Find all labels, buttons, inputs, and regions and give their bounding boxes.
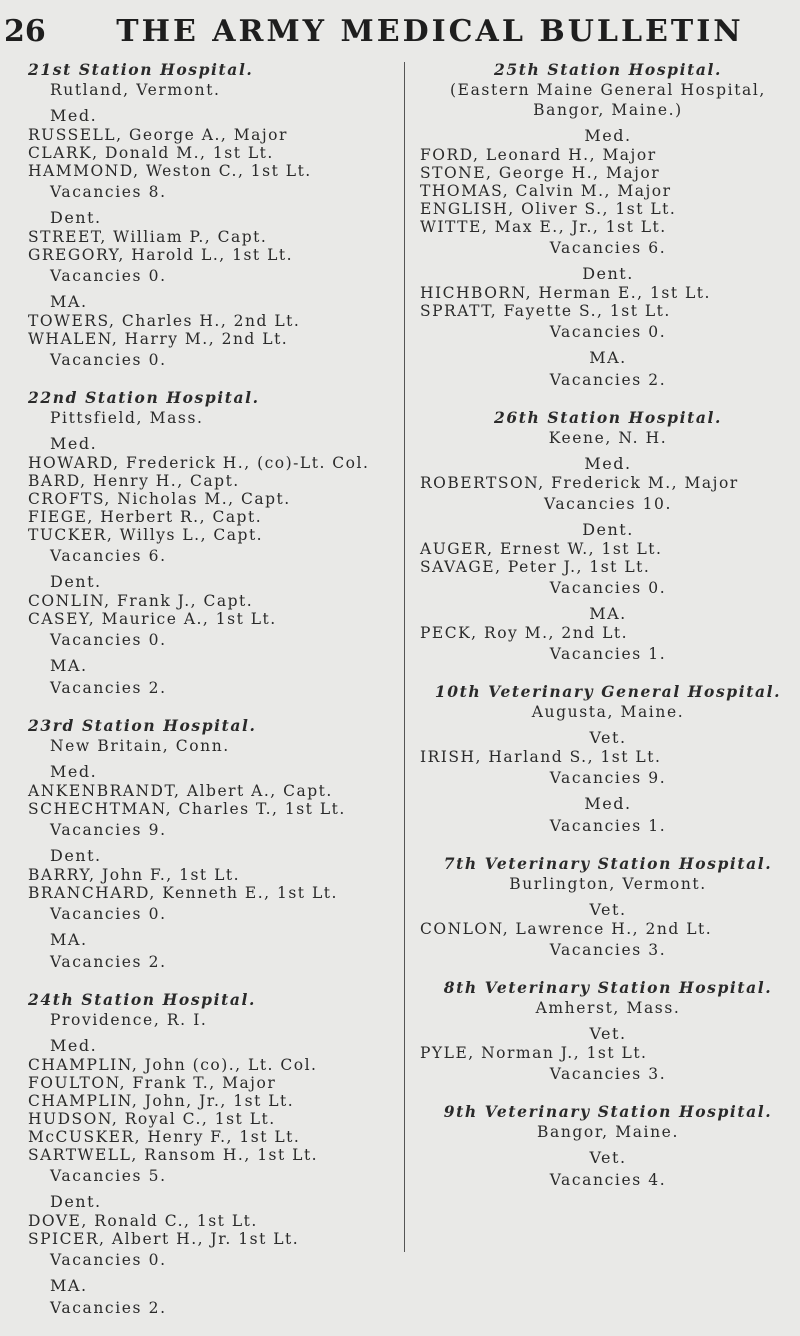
officer-entry: SARTWELL, Ransom H., 1st Lt. [28,1146,319,1164]
officer-entry: FIEGE, Herbert R., Capt. [28,508,263,526]
vacancies-count: Vacancies 5. [50,1167,167,1185]
officer-entry: HUDSON, Royal C., 1st Lt. [28,1110,276,1128]
section-label: MA. [50,292,88,311]
hospital-name: 10th Veterinary General Hospital. [434,682,782,701]
officer-entry: PYLE, Norman J., 1st Lt. [420,1044,648,1062]
officer-entry: SAVAGE, Peter J., 1st Lt. [420,558,651,576]
hospital-block [420,682,796,836]
vacancies-count: Vacancies 10. [543,495,673,513]
hospital-block [420,978,796,1084]
section-label: MA. [50,930,88,949]
officer-entry: CASEY, Maurice A., 1st Lt. [28,610,277,628]
officer-entry: SCHECHTMAN, Charles T., 1st Lt. [28,800,346,818]
vacancies-count: Vacancies 0. [50,267,167,285]
right-column [420,60,796,1208]
section-label: Med. [50,106,98,125]
officer-entry: CONLON, Lawrence H., 2nd Lt. [420,920,713,938]
section-label: Dent. [50,846,102,865]
hospital-block [420,408,796,664]
vacancies-count: Vacancies 2. [549,371,667,389]
vacancies-count: Vacancies 6. [50,547,167,565]
hospital-name: 9th Veterinary Station Hospital. [443,1102,773,1121]
left-column [28,60,398,1336]
hospital-name: 21st Station Hospital. [28,60,254,79]
officer-entry: PECK, Roy M., 2nd Lt. [420,624,629,642]
section-label: Dent. [582,264,634,283]
officer-entry: SPRATT, Fayette S., 1st Lt. [420,302,671,320]
vacancies-count: Vacancies 0. [50,905,167,923]
officer-entry: BARRY, John F., 1st Lt. [28,866,241,884]
section-label: Med. [50,1036,98,1055]
vacancies-count: Vacancies 0. [50,351,167,369]
officer-entry: FORD, Leonard H., Major [420,146,657,164]
officer-entry: FOULTON, Frank T., Major [28,1074,277,1092]
section-label: Vet. [589,1024,627,1043]
officer-entry: HOWARD, Frederick H., (co)-Lt. Col. [28,454,370,472]
section-label: Vet. [589,1148,627,1167]
hospital-location: Providence, R. I. [50,1011,208,1029]
vacancies-count: Vacancies 0. [50,631,167,649]
page-header [0,0,800,60]
hospital-location: New Britain, Conn. [50,737,230,755]
vacancies-count: Vacancies 3. [549,1065,667,1083]
vacancies-count: Vacancies 2. [50,1299,167,1317]
hospital-block [28,60,398,370]
officer-entry: THOMAS, Calvin M., Major [420,182,672,200]
vacancies-count: Vacancies 0. [549,579,667,597]
section-label: Dent. [50,208,102,227]
officer-entry: AUGER, Ernest W., 1st Lt. [420,540,663,558]
officer-entry: HICHBORN, Herman E., 1st Lt. [420,284,711,302]
vacancies-count: Vacancies 1. [549,817,667,835]
officer-entry: CONLIN, Frank J., Capt. [28,592,254,610]
vacancies-count: Vacancies 2. [50,679,167,697]
hospital-location: Amherst, Mass. [535,999,681,1017]
hospital-name: 25th Station Hospital. [494,60,722,79]
officer-entry: CHAMPLIN, John, Jr., 1st Lt. [28,1092,295,1110]
officer-entry: BARD, Henry H., Capt. [28,472,240,490]
vacancies-count: Vacancies 0. [549,323,667,341]
section-label: Med. [50,434,98,453]
officer-entry: HAMMOND, Weston C., 1st Lt. [28,162,312,180]
section-label: Med. [584,454,632,473]
hospital-location: Keene, N. H. [548,429,668,447]
hospital-location: Augusta, Maine. [531,703,685,721]
section-label: Dent. [50,1192,102,1211]
hospital-block [28,388,398,698]
officer-entry: DOVE, Ronald C., 1st Lt. [28,1212,258,1230]
officer-entry: ENGLISH, Oliver S., 1st Lt. [420,200,677,218]
vacancies-count: Vacancies 8. [50,183,167,201]
hospital-name: 8th Veterinary Station Hospital. [443,978,773,997]
officer-entry: WITTE, Max E., Jr., 1st Lt. [420,218,667,236]
officer-entry: CROFTS, Nicholas M., Capt. [28,490,291,508]
officer-entry: STREET, William P., Capt. [28,228,268,246]
vacancies-count: Vacancies 6. [549,239,667,257]
hospital-block [28,990,398,1318]
hospital-location: Bangor, Maine. [537,1123,679,1141]
hospital-location: Burlington, Vermont. [509,875,707,893]
officer-entry: IRISH, Harland S., 1st Lt. [420,748,662,766]
hospital-block [420,854,796,960]
hospital-name: 26th Station Hospital. [494,408,722,427]
vacancies-count: Vacancies 3. [549,941,667,959]
officer-entry: STONE, George H., Major [420,164,661,182]
section-label: Med. [584,126,632,145]
hospital-location: (Eastern Maine General Hospital, [450,81,766,99]
vacancies-count: Vacancies 2. [50,953,167,971]
hospital-name: 23rd Station Hospital. [28,716,257,735]
section-label: Vet. [589,728,627,747]
hospital-location-line-2: Bangor, Maine.) [533,101,683,119]
hospital-block [420,60,796,390]
section-label: Dent. [582,520,634,539]
section-label: Med. [50,762,98,781]
officer-entry: RUSSELL, George A., Major [28,126,288,144]
officer-entry: BRANCHARD, Kenneth E., 1st Lt. [28,884,338,902]
section-label: MA. [589,348,627,367]
hospital-block [28,716,398,972]
officer-entry: GREGORY, Harold L., 1st Lt. [28,246,294,264]
section-label: MA. [589,604,627,623]
vacancies-count: Vacancies 4. [549,1171,667,1189]
hospital-location: Rutland, Vermont. [50,81,221,99]
officer-entry: ROBERTSON, Frederick M., Major [420,474,739,492]
vacancies-count: Vacancies 1. [549,645,667,663]
hospital-name: 22nd Station Hospital. [28,388,260,407]
officer-entry: WHALEN, Harry M., 2nd Lt. [28,330,289,348]
officer-entry: SPICER, Albert H., Jr. 1st Lt. [28,1230,300,1248]
officer-entry: ANKENBRANDT, Albert A., Capt. [28,782,333,800]
section-label: Dent. [50,572,102,591]
journal-title: THE ARMY MEDICAL BULLETIN [116,14,744,49]
section-label: MA. [50,1276,88,1295]
hospital-location: Pittsfield, Mass. [50,409,204,427]
hospital-block [420,1102,796,1190]
officer-entry: CLARK, Donald M., 1st Lt. [28,144,274,162]
section-label: Vet. [589,900,627,919]
vacancies-count: Vacancies 9. [549,769,667,787]
vacancies-count: Vacancies 9. [50,821,167,839]
officer-entry: McCUSKER, Henry F., 1st Lt. [28,1128,301,1146]
page-number: 26 [4,14,46,49]
officer-entry: CHAMPLIN, John (co)., Lt. Col. [28,1056,318,1074]
officer-entry: TUCKER, Willys L., Capt. [28,526,264,544]
column-divider [404,62,405,1252]
vacancies-count: Vacancies 0. [50,1251,167,1269]
hospital-name: 7th Veterinary Station Hospital. [443,854,773,873]
section-label: MA. [50,656,88,675]
hospital-name: 24th Station Hospital. [28,990,256,1009]
section-label: Med. [584,794,632,813]
officer-entry: TOWERS, Charles H., 2nd Lt. [28,312,301,330]
